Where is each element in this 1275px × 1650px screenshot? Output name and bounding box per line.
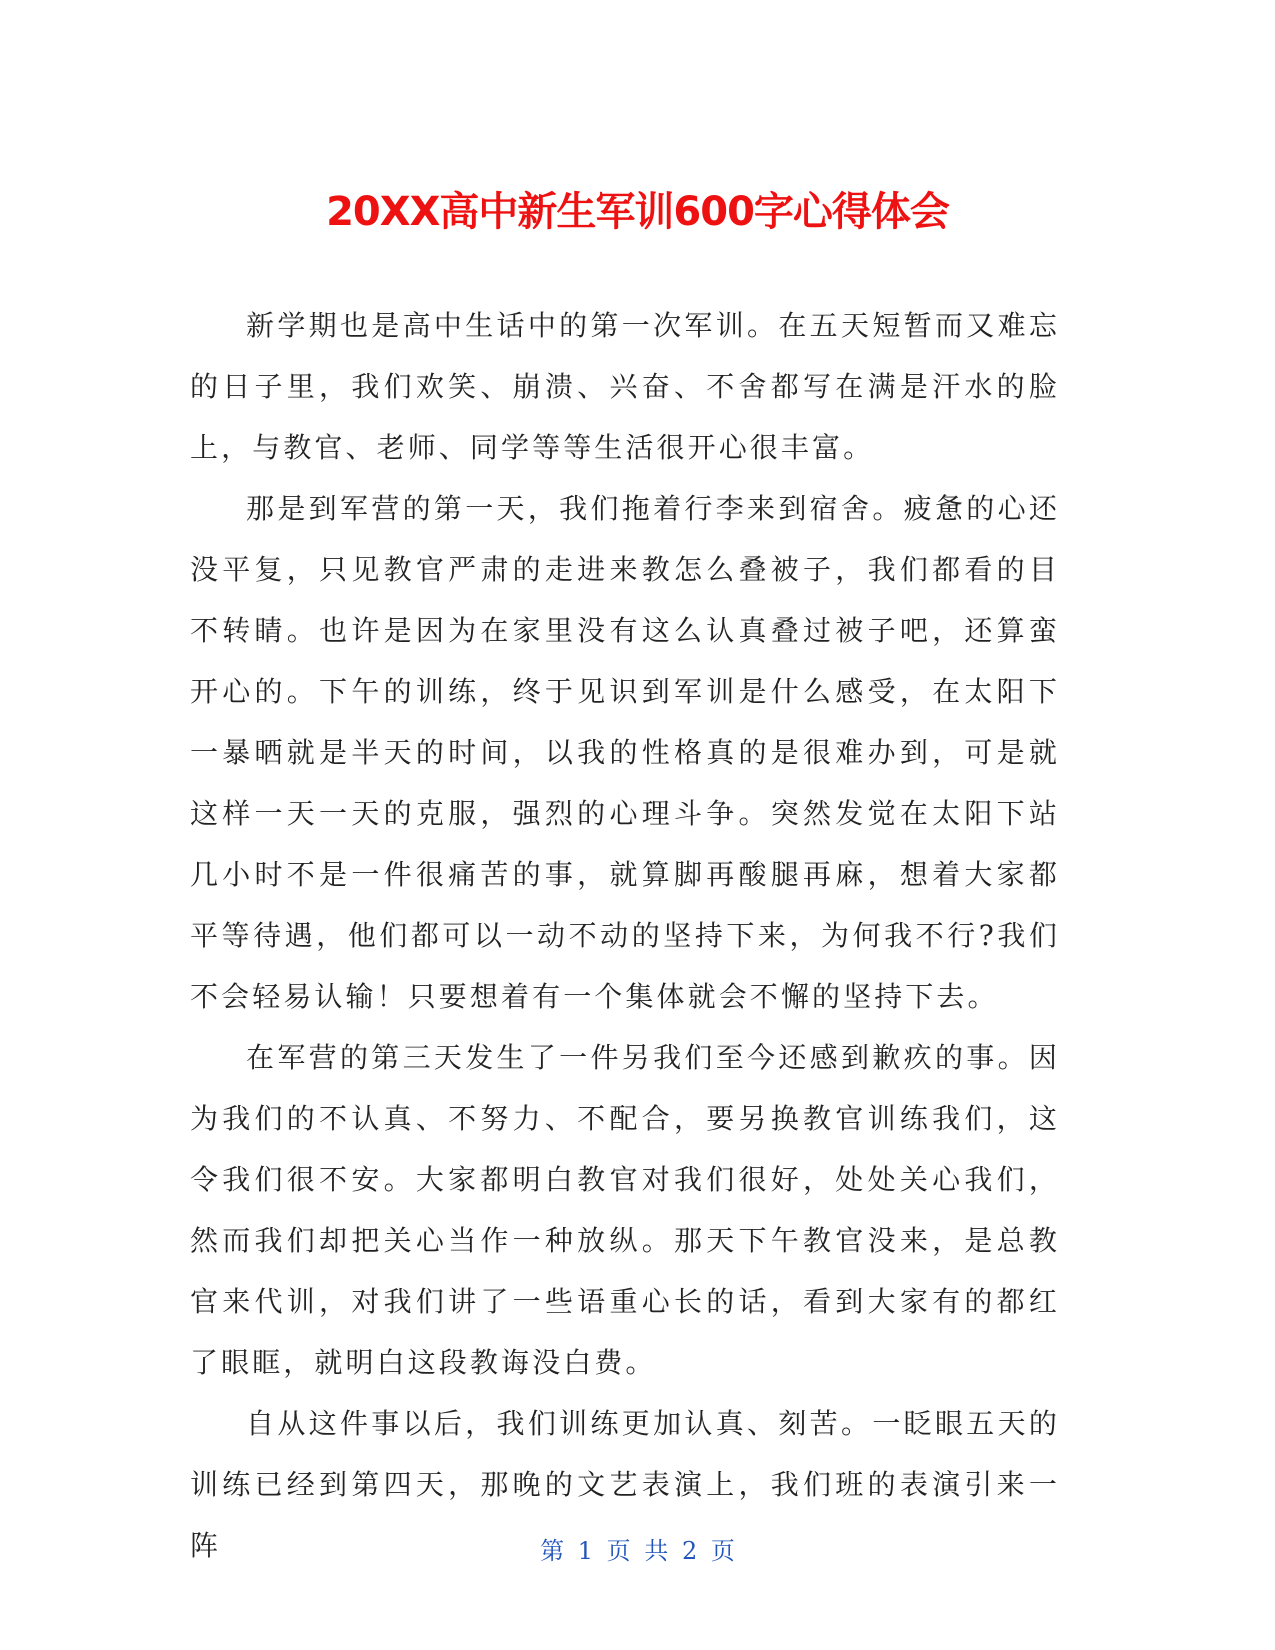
- paragraph-4: 自从这件事以后，我们训练更加认真、刻苦。一眨眼五天的训练已经到第四天，那晚的文艺表演上，我们班的表演引来一阵: [190, 1407, 1060, 1562]
- paragraph-2: 那是到军营的第一天，我们拖着行李来到宿舍。疲惫的心还没平复，只见教官严肃的走进来教怎么叠被子，我们都看的目不转睛。也许是因为在家里没有这么认真叠过被子吧，还算蛮开心的。下午的训练，终于见识到军训是什么感受，在太阳下一暴晒就是半天的时间，以我的性格真的是很难办到，可是就这样一天一天的克服，强烈的心理斗争。突然发觉在太阳下站几小时不是一件很痛苦的事，就算脚再酸腿再麻，想着大家都平等待遇，他们都可以一动不动的坚持下来，为何我不行?我们不会轻易认输！只要想着有一个集体就会不懈的坚持下去。: [190, 492, 1060, 1013]
- page-number-footer: 第 1 页 共 2 页: [540, 1537, 735, 1565]
- paragraph-1: 新学期也是高中生话中的第一次军训。在五天短暂而又难忘的日子里，我们欢笑、崩溃、兴奋、不舍都写在满是汗水的脸上，与教官、老师、同学等等生活很开心很丰富。: [190, 309, 1060, 464]
- paragraph-3: 在军营的第三天发生了一件另我们至今还感到歉疚的事。因为我们的不认真、不努力、不配合，要另换教官训练我们，这令我们很不安。大家都明白教官对我们很好，处处关心我们，然而我们却把关心当作一种放纵。那天下午教官没来，是总教官来代训，对我们讲了一些语重心长的话，看到大家有的都红了眼眶，就明白这段教诲没白费。: [190, 1041, 1060, 1379]
- document-title: 20XX高中新生军训600字心得体会: [326, 188, 949, 235]
- document-body: [190, 295, 1060, 1576]
